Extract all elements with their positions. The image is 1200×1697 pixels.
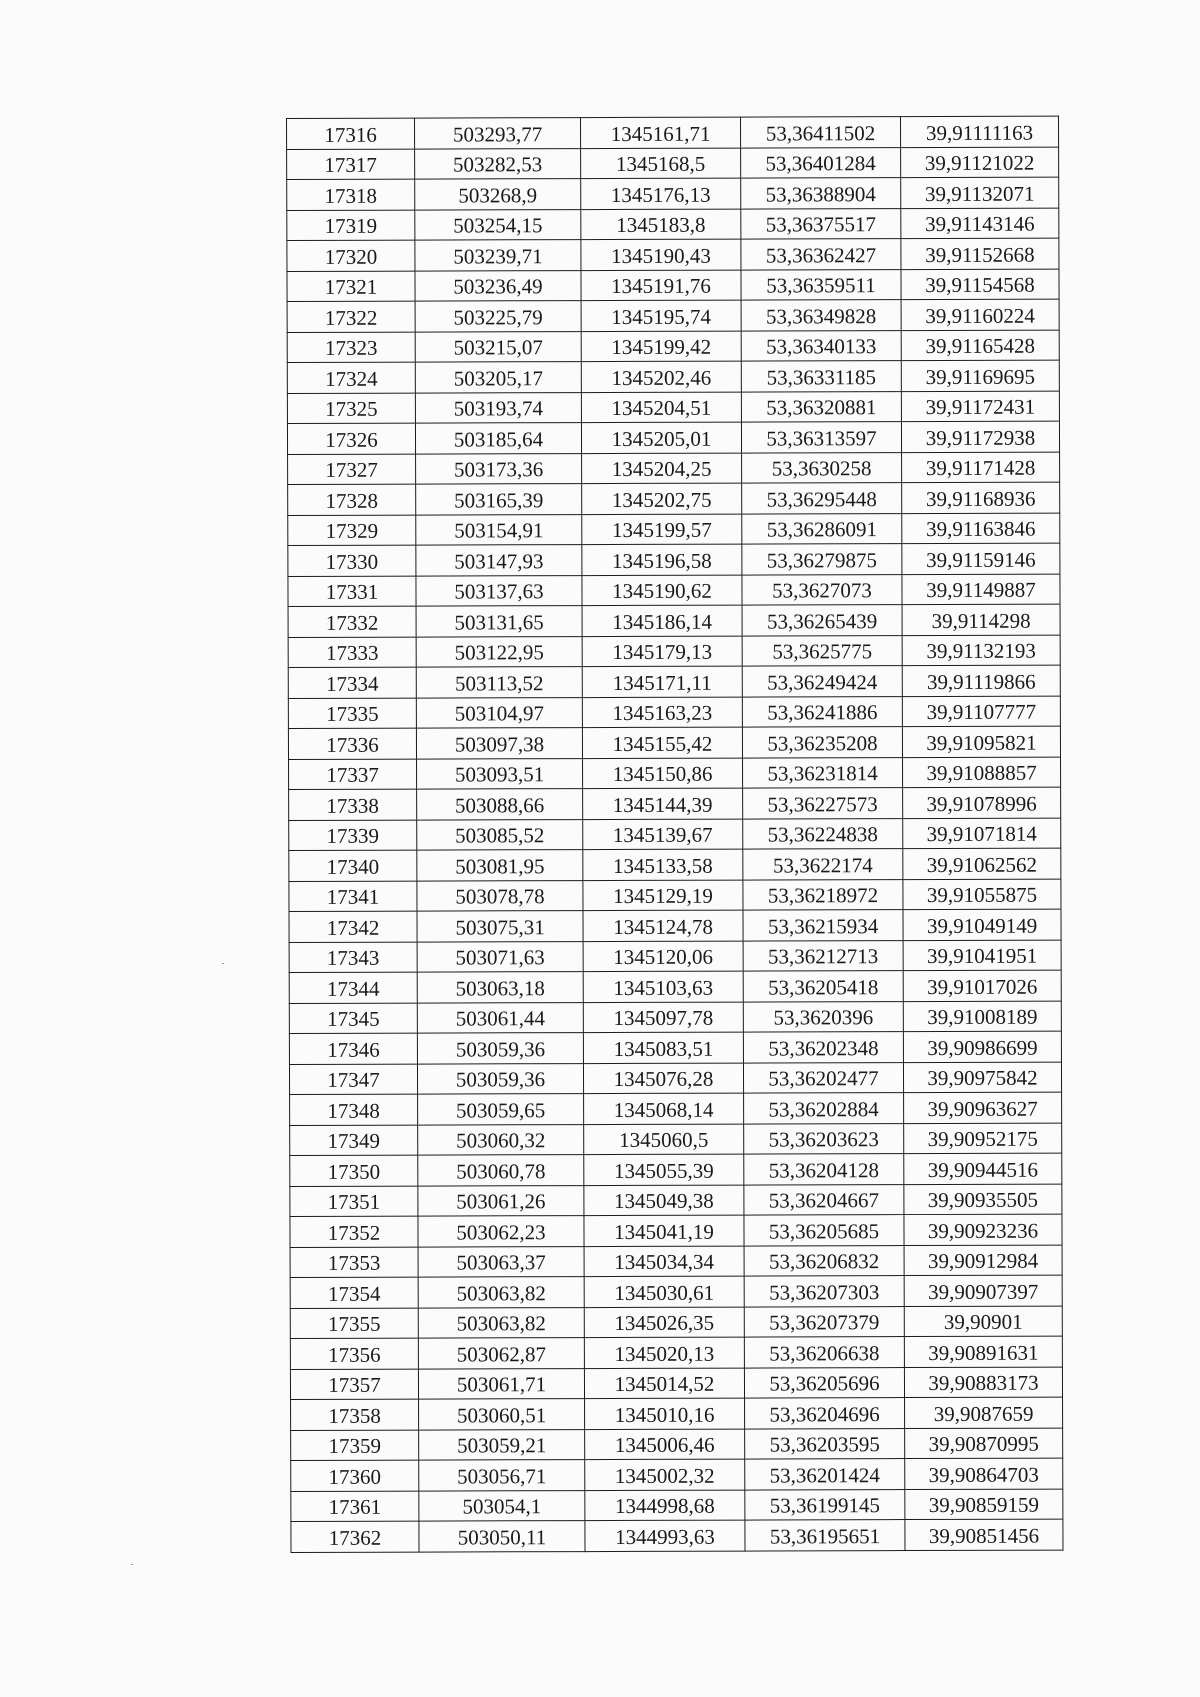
- table-row: [290, 1245, 1062, 1278]
- point-number-cell: 17353: [290, 1247, 418, 1278]
- point-number-cell: 17340: [289, 850, 417, 881]
- y-coordinate-cell: 1345020,13: [584, 1337, 744, 1368]
- y-coordinate-cell: 1345006,46: [585, 1429, 745, 1460]
- latitude-cell: 53,36331185: [741, 361, 901, 392]
- point-number-cell: 17344: [289, 972, 417, 1003]
- point-number-cell: 17341: [289, 881, 417, 912]
- y-coordinate-cell: 1345124,78: [583, 910, 743, 941]
- table-row: [289, 940, 1061, 973]
- y-coordinate-cell: 1345196,58: [582, 544, 742, 575]
- y-coordinate-cell: 1345014,52: [584, 1368, 744, 1399]
- table-row: [287, 269, 1059, 302]
- longitude-cell: 39,91152668: [901, 238, 1059, 269]
- x-coordinate-cell: 503104,97: [416, 697, 582, 728]
- x-coordinate-cell: 503185,64: [415, 423, 581, 454]
- point-number-cell: 17331: [288, 576, 416, 607]
- point-number-cell: 17356: [290, 1338, 418, 1369]
- table-row: [288, 543, 1060, 576]
- point-number-cell: 17328: [288, 484, 416, 515]
- longitude-cell: 39,91119866: [902, 665, 1060, 696]
- y-coordinate-cell: 1345202,46: [581, 361, 741, 392]
- x-coordinate-cell: 503122,95: [416, 636, 582, 667]
- x-coordinate-cell: 503205,17: [415, 362, 581, 393]
- point-number-cell: 17346: [289, 1033, 417, 1064]
- x-coordinate-cell: 503078,78: [417, 880, 583, 911]
- y-coordinate-cell: 1345161,71: [581, 117, 741, 148]
- point-number-cell: 17322: [287, 301, 415, 332]
- longitude-cell: 39,90912984: [904, 1245, 1062, 1276]
- point-number-cell: 17320: [287, 240, 415, 271]
- latitude-cell: 53,36199145: [745, 1489, 905, 1520]
- table-row: [291, 1397, 1063, 1430]
- latitude-cell: 53,3625775: [742, 635, 902, 666]
- x-coordinate-cell: 503154,91: [416, 514, 582, 545]
- table-row: [287, 116, 1059, 149]
- y-coordinate-cell: 1345010,16: [585, 1398, 745, 1429]
- y-coordinate-cell: 1345060,5: [584, 1124, 744, 1155]
- point-number-cell: 17334: [288, 667, 416, 698]
- y-coordinate-cell: 1345076,28: [583, 1063, 743, 1094]
- y-coordinate-cell: 1345129,19: [583, 880, 743, 911]
- table-row: [290, 1153, 1062, 1186]
- x-coordinate-cell: 503054,1: [419, 1490, 585, 1521]
- y-coordinate-cell: 1345155,42: [582, 727, 742, 758]
- point-number-cell: 17343: [289, 942, 417, 973]
- longitude-cell: 39,90891631: [904, 1336, 1062, 1367]
- latitude-cell: 53,36206832: [744, 1245, 904, 1276]
- y-coordinate-cell: 1344998,68: [585, 1490, 745, 1521]
- latitude-cell: 53,36340133: [741, 330, 901, 361]
- longitude-cell: 39,90944516: [904, 1153, 1062, 1184]
- y-coordinate-cell: 1345163,23: [582, 697, 742, 728]
- y-coordinate-cell: 1345083,51: [583, 1032, 743, 1063]
- latitude-cell: 53,36362427: [741, 239, 901, 270]
- x-coordinate-cell: 503085,52: [417, 819, 583, 850]
- longitude-cell: 39,91160224: [901, 299, 1059, 330]
- x-coordinate-cell: 503225,79: [415, 301, 581, 332]
- x-coordinate-cell: 503060,78: [418, 1155, 584, 1186]
- x-coordinate-cell: 503147,93: [416, 545, 582, 576]
- x-coordinate-cell: 503236,49: [415, 270, 581, 301]
- longitude-cell: 39,91159146: [902, 543, 1060, 574]
- longitude-cell: 39,91169695: [901, 360, 1059, 391]
- longitude-cell: 39,91154568: [901, 269, 1059, 300]
- y-coordinate-cell: 1345030,61: [584, 1276, 744, 1307]
- y-coordinate-cell: 1345049,38: [584, 1185, 744, 1216]
- x-coordinate-cell: 503059,21: [419, 1429, 585, 1460]
- x-coordinate-cell: 503061,44: [417, 1002, 583, 1033]
- table-row: [287, 177, 1059, 210]
- point-number-cell: 17350: [290, 1155, 418, 1186]
- y-coordinate-cell: 1345150,86: [583, 758, 743, 789]
- longitude-cell: 39,91055875: [903, 879, 1061, 910]
- x-coordinate-cell: 503293,77: [415, 118, 581, 149]
- longitude-cell: 39,90907397: [904, 1275, 1062, 1306]
- table-row: [291, 1489, 1063, 1522]
- longitude-cell: 39,91149887: [902, 574, 1060, 605]
- x-coordinate-cell: 503063,82: [418, 1307, 584, 1338]
- longitude-cell: 39,91071814: [903, 818, 1061, 849]
- y-coordinate-cell: 1345034,34: [584, 1246, 744, 1277]
- table-row: [290, 1275, 1062, 1308]
- y-coordinate-cell: 1345120,06: [583, 941, 743, 972]
- y-coordinate-cell: 1345176,13: [581, 178, 741, 209]
- longitude-cell: 39,90859159: [905, 1489, 1063, 1520]
- x-coordinate-cell: 503165,39: [416, 484, 582, 515]
- latitude-cell: 53,36249424: [742, 666, 902, 697]
- y-coordinate-cell: 1345171,11: [582, 666, 742, 697]
- longitude-cell: 39,91143146: [901, 208, 1059, 239]
- point-number-cell: 17362: [291, 1521, 419, 1552]
- longitude-cell: 39,91078996: [903, 787, 1061, 818]
- latitude-cell: 53,36349828: [741, 300, 901, 331]
- table-row: [289, 818, 1061, 851]
- latitude-cell: 53,36206638: [744, 1337, 904, 1368]
- longitude-cell: 39,90935505: [904, 1184, 1062, 1215]
- longitude-cell: 39,90986699: [903, 1031, 1061, 1062]
- x-coordinate-cell: 503062,87: [418, 1338, 584, 1369]
- table-row: [287, 208, 1059, 241]
- table-row: [288, 635, 1060, 668]
- point-number-cell: 17338: [289, 789, 417, 820]
- latitude-cell: 53,36203595: [745, 1428, 905, 1459]
- scan-speck: [131, 1564, 133, 1565]
- x-coordinate-cell: 503193,74: [415, 392, 581, 423]
- longitude-cell: 39,90883173: [904, 1367, 1062, 1398]
- longitude-cell: 39,91165428: [901, 330, 1059, 361]
- point-number-cell: 17352: [290, 1216, 418, 1247]
- x-coordinate-cell: 503097,38: [416, 728, 582, 759]
- latitude-cell: 53,36313597: [741, 422, 901, 453]
- longitude-cell: 39,91168936: [902, 482, 1060, 513]
- longitude-cell: 39,91172938: [901, 421, 1059, 452]
- latitude-cell: 53,36205685: [744, 1215, 904, 1246]
- latitude-cell: 53,36359511: [741, 269, 901, 300]
- table-row: [289, 1062, 1061, 1095]
- x-coordinate-cell: 503060,32: [418, 1124, 584, 1155]
- latitude-cell: 53,36195651: [745, 1520, 905, 1551]
- latitude-cell: 53,36202477: [743, 1062, 903, 1093]
- y-coordinate-cell: 1345055,39: [584, 1154, 744, 1185]
- y-coordinate-cell: 1345133,58: [583, 849, 743, 880]
- latitude-cell: 53,36265439: [742, 605, 902, 636]
- x-coordinate-cell: 503063,18: [417, 972, 583, 1003]
- table-row: [287, 238, 1059, 271]
- latitude-cell: 53,36218972: [743, 879, 903, 910]
- y-coordinate-cell: 1345199,57: [582, 514, 742, 545]
- table-row: [289, 848, 1061, 881]
- y-coordinate-cell: 1345103,63: [583, 971, 743, 1002]
- x-coordinate-cell: 503050,11: [419, 1521, 585, 1552]
- latitude-cell: 53,36203623: [744, 1123, 904, 1154]
- longitude-cell: 39,90975842: [903, 1062, 1061, 1093]
- point-number-cell: 17329: [288, 515, 416, 546]
- x-coordinate-cell: 503060,51: [419, 1399, 585, 1430]
- y-coordinate-cell: 1345179,13: [582, 636, 742, 667]
- longitude-cell: 39,91017026: [903, 970, 1061, 1001]
- latitude-cell: 53,36205418: [743, 971, 903, 1002]
- x-coordinate-cell: 503081,95: [417, 850, 583, 881]
- y-coordinate-cell: 1345202,75: [582, 483, 742, 514]
- y-coordinate-cell: 1345139,67: [583, 819, 743, 850]
- point-number-cell: 17321: [287, 271, 415, 302]
- table-row: [290, 1306, 1062, 1339]
- coordinate-table-container: [286, 116, 1063, 1553]
- point-number-cell: 17349: [290, 1125, 418, 1156]
- latitude-cell: 53,3622174: [743, 849, 903, 880]
- table-row: [288, 604, 1060, 637]
- longitude-cell: 39,9114298: [902, 604, 1060, 635]
- longitude-cell: 39,90851456: [905, 1519, 1063, 1550]
- table-row: [288, 726, 1060, 759]
- table-row: [290, 1336, 1062, 1369]
- longitude-cell: 39,91111163: [900, 116, 1058, 147]
- table-row: [289, 787, 1061, 820]
- latitude-cell: 53,36401284: [741, 147, 901, 178]
- latitude-cell: 53,36375517: [741, 208, 901, 239]
- table-row: [288, 665, 1060, 698]
- y-coordinate-cell: 1345002,32: [585, 1459, 745, 1490]
- latitude-cell: 53,36204667: [744, 1184, 904, 1215]
- table-row: [289, 1001, 1061, 1034]
- longitude-cell: 39,90901: [904, 1306, 1062, 1337]
- point-number-cell: 17347: [289, 1064, 417, 1095]
- point-number-cell: 17359: [291, 1430, 419, 1461]
- y-coordinate-cell: 1345144,39: [583, 788, 743, 819]
- point-number-cell: 17358: [291, 1399, 419, 1430]
- latitude-cell: 53,3627073: [742, 574, 902, 605]
- table-row: [290, 1367, 1062, 1400]
- point-number-cell: 17323: [287, 332, 415, 363]
- table-row: [287, 421, 1059, 454]
- longitude-cell: 39,91132193: [902, 635, 1060, 666]
- longitude-cell: 39,90864703: [905, 1458, 1063, 1489]
- y-coordinate-cell: 1345068,14: [584, 1093, 744, 1124]
- latitude-cell: 53,36207303: [744, 1276, 904, 1307]
- latitude-cell: 53,36202348: [743, 1032, 903, 1063]
- latitude-cell: 53,36286091: [742, 513, 902, 544]
- x-coordinate-cell: 503059,36: [417, 1063, 583, 1094]
- longitude-cell: 39,91171428: [902, 452, 1060, 483]
- longitude-cell: 39,91121022: [901, 147, 1059, 178]
- longitude-cell: 39,91062562: [903, 848, 1061, 879]
- latitude-cell: 53,36241886: [742, 696, 902, 727]
- latitude-cell: 53,36202884: [744, 1093, 904, 1124]
- y-coordinate-cell: 1345026,35: [584, 1307, 744, 1338]
- table-row: [288, 452, 1060, 485]
- latitude-cell: 53,36207379: [744, 1306, 904, 1337]
- longitude-cell: 39,91095821: [902, 726, 1060, 757]
- longitude-cell: 39,91088857: [903, 757, 1061, 788]
- longitude-cell: 39,91049149: [903, 909, 1061, 940]
- longitude-cell: 39,90923236: [904, 1214, 1062, 1245]
- table-row: [290, 1214, 1062, 1247]
- point-number-cell: 17339: [289, 820, 417, 851]
- x-coordinate-cell: 503062,23: [418, 1216, 584, 1247]
- point-number-cell: 17332: [288, 606, 416, 637]
- table-row: [287, 391, 1059, 424]
- y-coordinate-cell: 1345191,76: [581, 270, 741, 301]
- table-row: [289, 970, 1061, 1003]
- latitude-cell: 53,36212713: [743, 940, 903, 971]
- point-number-cell: 17351: [290, 1186, 418, 1217]
- longitude-cell: 39,90952175: [904, 1123, 1062, 1154]
- y-coordinate-cell: 1345041,19: [584, 1215, 744, 1246]
- latitude-cell: 53,36279875: [742, 544, 902, 575]
- latitude-cell: 53,36215934: [743, 910, 903, 941]
- point-number-cell: 17333: [288, 637, 416, 668]
- point-number-cell: 17324: [287, 362, 415, 393]
- x-coordinate-cell: 503061,26: [418, 1185, 584, 1216]
- latitude-cell: 53,36295448: [742, 483, 902, 514]
- x-coordinate-cell: 503268,9: [415, 179, 581, 210]
- latitude-cell: 53,36227573: [743, 788, 903, 819]
- point-number-cell: 17345: [289, 1003, 417, 1034]
- point-number-cell: 17354: [290, 1277, 418, 1308]
- table-row: [288, 482, 1060, 515]
- y-coordinate-cell: 1344993,63: [585, 1520, 745, 1551]
- table-row: [287, 360, 1059, 393]
- table-row: [290, 1184, 1062, 1217]
- table-row: [288, 696, 1060, 729]
- longitude-cell: 39,91172431: [901, 391, 1059, 422]
- latitude-cell: 53,36204128: [744, 1154, 904, 1185]
- x-coordinate-cell: 503063,82: [418, 1277, 584, 1308]
- table-row: [288, 574, 1060, 607]
- point-number-cell: 17325: [287, 393, 415, 424]
- point-number-cell: 17337: [289, 759, 417, 790]
- latitude-cell: 53,36411502: [740, 117, 900, 148]
- y-coordinate-cell: 1345195,74: [581, 300, 741, 331]
- table-row: [291, 1458, 1063, 1491]
- longitude-cell: 39,91163846: [902, 513, 1060, 544]
- longitude-cell: 39,91132071: [901, 177, 1059, 208]
- latitude-cell: 53,36201424: [745, 1459, 905, 1490]
- y-coordinate-cell: 1345168,5: [581, 148, 741, 179]
- x-coordinate-cell: 503113,52: [416, 667, 582, 698]
- table-row: [287, 330, 1059, 363]
- point-number-cell: 17336: [288, 728, 416, 759]
- point-number-cell: 17342: [289, 911, 417, 942]
- table-row: [290, 1092, 1062, 1125]
- x-coordinate-cell: 503063,37: [418, 1246, 584, 1277]
- x-coordinate-cell: 503093,51: [417, 758, 583, 789]
- longitude-cell: 39,91041951: [903, 940, 1061, 971]
- x-coordinate-cell: 503282,53: [415, 148, 581, 179]
- latitude-cell: 53,3620396: [743, 1001, 903, 1032]
- latitude-cell: 53,36235208: [742, 727, 902, 758]
- y-coordinate-cell: 1345204,51: [581, 392, 741, 423]
- y-coordinate-cell: 1345205,01: [581, 422, 741, 453]
- x-coordinate-cell: 503131,65: [416, 606, 582, 637]
- point-number-cell: 17348: [290, 1094, 418, 1125]
- latitude-cell: 53,36224838: [743, 818, 903, 849]
- point-number-cell: 17326: [287, 423, 415, 454]
- x-coordinate-cell: 503056,71: [419, 1460, 585, 1491]
- point-number-cell: 17330: [288, 545, 416, 576]
- table-row: [289, 1031, 1061, 1064]
- x-coordinate-cell: 503071,63: [417, 941, 583, 972]
- scan-speck: [222, 963, 224, 964]
- x-coordinate-cell: 503061,71: [418, 1368, 584, 1399]
- y-coordinate-cell: 1345199,42: [581, 331, 741, 362]
- point-number-cell: 17357: [290, 1369, 418, 1400]
- table-row: [288, 513, 1060, 546]
- y-coordinate-cell: 1345190,62: [582, 575, 742, 606]
- table-row: [289, 909, 1061, 942]
- x-coordinate-cell: 503173,36: [416, 453, 582, 484]
- point-number-cell: 17361: [291, 1491, 419, 1522]
- y-coordinate-cell: 1345186,14: [582, 605, 742, 636]
- latitude-cell: 53,36205696: [744, 1367, 904, 1398]
- x-coordinate-cell: 503088,66: [417, 789, 583, 820]
- table-row: [287, 147, 1059, 180]
- longitude-cell: 39,91008189: [903, 1001, 1061, 1032]
- x-coordinate-cell: 503075,31: [417, 911, 583, 942]
- x-coordinate-cell: 503059,65: [418, 1094, 584, 1125]
- x-coordinate-cell: 503215,07: [415, 331, 581, 362]
- point-number-cell: 17355: [290, 1308, 418, 1339]
- y-coordinate-cell: 1345204,25: [582, 453, 742, 484]
- latitude-cell: 53,36231814: [743, 757, 903, 788]
- longitude-cell: 39,91107777: [902, 696, 1060, 727]
- table-row: [287, 299, 1059, 332]
- point-number-cell: 17335: [288, 698, 416, 729]
- table-row: [291, 1428, 1063, 1461]
- point-number-cell: 17317: [287, 149, 415, 180]
- x-coordinate-cell: 503254,15: [415, 209, 581, 240]
- table-row: [289, 757, 1061, 790]
- y-coordinate-cell: 1345097,78: [583, 1002, 743, 1033]
- y-coordinate-cell: 1345183,8: [581, 209, 741, 240]
- longitude-cell: 39,90963627: [904, 1092, 1062, 1123]
- latitude-cell: 53,3630258: [742, 452, 902, 483]
- y-coordinate-cell: 1345190,43: [581, 239, 741, 270]
- x-coordinate-cell: 503239,71: [415, 240, 581, 271]
- latitude-cell: 53,36388904: [741, 178, 901, 209]
- point-number-cell: 17360: [291, 1460, 419, 1491]
- point-number-cell: 17327: [288, 454, 416, 485]
- table-row: [289, 879, 1061, 912]
- longitude-cell: 39,9087659: [905, 1397, 1063, 1428]
- point-number-cell: 17316: [287, 118, 415, 149]
- point-number-cell: 17319: [287, 210, 415, 241]
- point-number-cell: 17318: [287, 179, 415, 210]
- coordinate-table: [286, 116, 1064, 1553]
- latitude-cell: 53,36204696: [745, 1398, 905, 1429]
- table-row: [290, 1123, 1062, 1156]
- x-coordinate-cell: 503137,63: [416, 575, 582, 606]
- x-coordinate-cell: 503059,36: [417, 1033, 583, 1064]
- table-row: [291, 1519, 1063, 1552]
- longitude-cell: 39,90870995: [905, 1428, 1063, 1459]
- latitude-cell: 53,36320881: [741, 391, 901, 422]
- coordinate-table-body: [287, 116, 1063, 1552]
